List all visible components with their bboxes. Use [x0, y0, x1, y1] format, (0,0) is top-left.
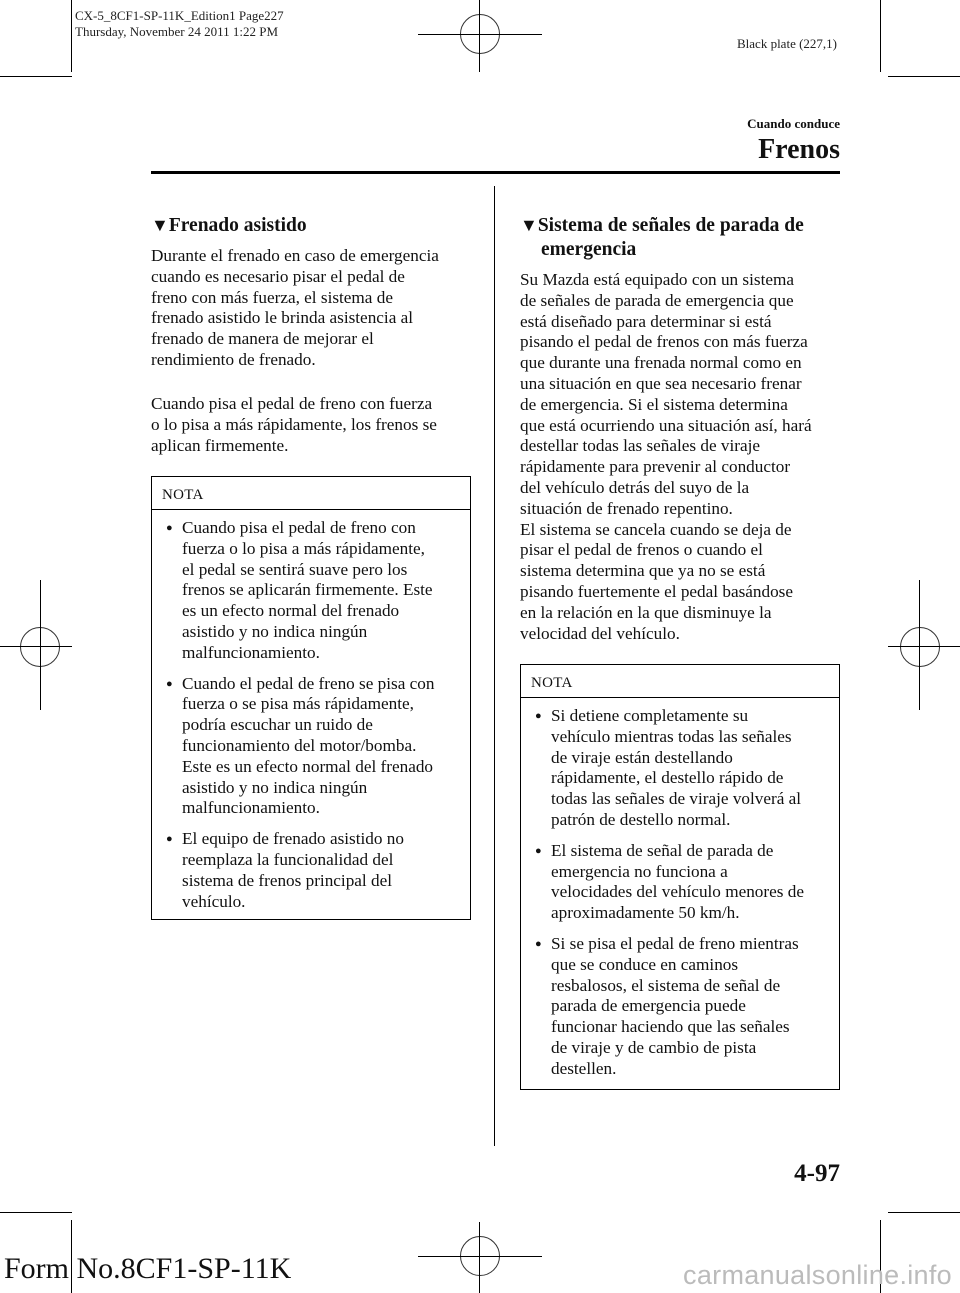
note-item: ● Cuando el pedal de freno se pisa con fuerza o se pisa más rápidamente, podría escuchar un ruido de funcionamiento del motor/bomba. Este es un efecto normal del frenado asistido y no indica ningún malfuncionamiento. — [166, 673, 435, 818]
page-number: 4-97 — [794, 1160, 840, 1187]
note-label: NOTA — [521, 665, 839, 698]
print-plate: Black plate (227,1) — [737, 36, 837, 51]
bullet-icon: ● — [535, 710, 542, 722]
left-heading: ▼Frenado asistido — [151, 215, 307, 236]
header-rule — [151, 171, 840, 174]
note-item: ● Si detiene completamente su vehículo mientras todas las señales de viraje están destellando rápidamente, el destello rápido de todas las señales de viraje volverá al patrón de destello normal. — [535, 706, 802, 829]
triangle-down-icon: ▼ — [151, 215, 169, 235]
right-heading: ▼Sistema de señales de parada de emergencia — [520, 215, 804, 260]
bullet-icon: ● — [535, 937, 542, 950]
triangle-down-icon: ▼ — [520, 215, 538, 235]
left-paragraph-2: Cuando pisa el pedal de freno con fuerza o lo pisa a más rápidamente, los frenos se aplican firmemente. — [151, 394, 437, 455]
running-head-section: Frenos — [758, 134, 840, 165]
print-date-line: Thursday, November 24 2011 1:22 PM — [75, 24, 279, 39]
bullet-icon: ● — [166, 677, 173, 690]
bullet-icon: ● — [166, 833, 173, 846]
right-paragraph: Su Mazda está equipado con un sistema de señales de parada de emergencia que está diseñado para determinar si está pisando el pedal de frenos con más fuerza que durante una frenada normal como en una situación en que sea necesario frenar de emergencia. Si el sistema determina que está ocurriendo una situación así, hará destellar todas las señales de viraje rápidamente para prevenir al conductor del vehículo detrás del suyo de la situación de frenado repentino. El sistema se cancela cuando se deja de pisar el pedal de frenos o cuando el sistema determina que ya no se está pisando fuertemente el pedal basándose en la relación en la que disminuye la velocidad del vehículo. — [520, 270, 812, 643]
note-item: ● El equipo de frenado asistido no reemplaza la funcionalidad del sistema de frenos principal del vehículo. — [166, 829, 404, 911]
note-item: ● El sistema de señal de parada de emergencia no funciona a velocidades del vehículo menores de aproximadamente 50 km/h. — [535, 840, 804, 923]
note-list — [152, 510, 470, 912]
running-head-chapter: Cuando conduce — [747, 116, 840, 131]
left-note-box — [151, 476, 471, 920]
print-file-line: CX-5_8CF1-SP-11K_Edition1 Page227 — [75, 8, 284, 23]
bullet-icon: ● — [535, 844, 542, 857]
left-paragraph-1: Durante el frenado en caso de emergencia cuando es necesario pisar el pedal de freno con más fuerza, el sistema de frenado asistido le brinda asistencia al frenado de manera de mejorar el rendimiento de frenado. — [151, 246, 439, 369]
column-divider — [494, 186, 495, 1146]
note-item: ● Si se pisa el pedal de freno mientras que se conduce en caminos resbalosos, el sistema de señal de parada de emergencia puede funcionar haciendo que las señales de viraje y de cambio de pista destellen. — [535, 933, 799, 1078]
right-note-box — [520, 664, 840, 1090]
note-label: NOTA — [152, 477, 470, 510]
watermark: carmanualsonline.info — [683, 1260, 952, 1290]
note-list — [521, 698, 839, 1080]
note-item: ● Cuando pisa el pedal de freno con fuerza o lo pisa a más rápidamente, el pedal se sentirá suave pero los frenos se aplicarán firmemente. Este es un efecto normal del frenado asistido y no indica ningún malfuncionamiento. — [166, 518, 433, 662]
bullet-icon: ● — [166, 522, 173, 534]
form-number: Form No.8CF1-SP-11K — [4, 1252, 292, 1285]
